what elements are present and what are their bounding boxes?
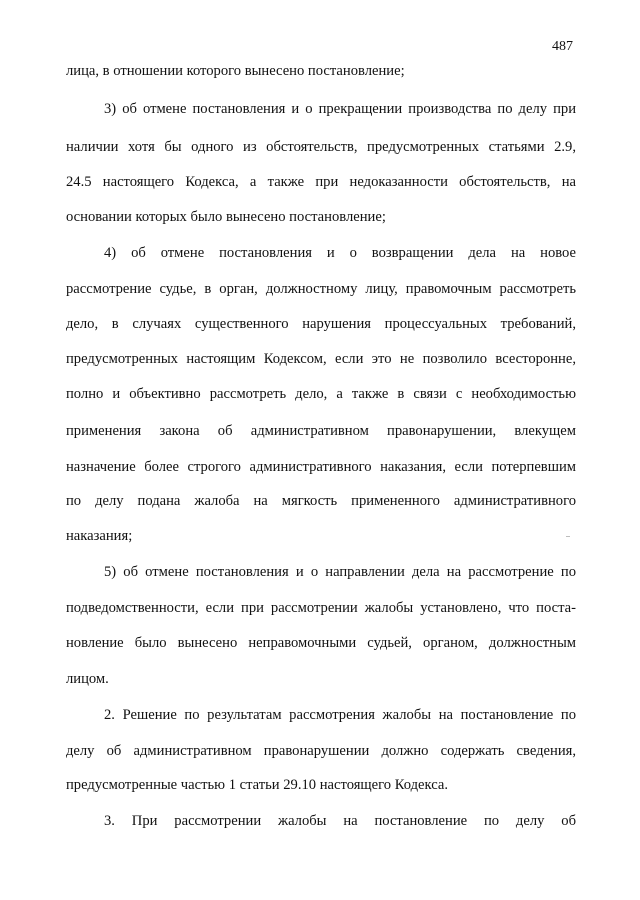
- scan-speck: [566, 536, 570, 537]
- text-line: лицом.: [66, 671, 109, 687]
- text-line: 3) об отмене постановления и о прекращении производства по делу при: [104, 101, 576, 117]
- text-line: делу об административном правонарушении должно содержать сведения,: [66, 743, 576, 759]
- text-line: назначение более строгого административного наказания, если потерпевшим: [66, 459, 576, 475]
- text-line: 5) об отмене постановления и о направлении дела на рассмотрение по: [104, 564, 576, 580]
- text-line: предусмотренных настоящим Кодексом, если это не позволило всесторонне,: [66, 351, 576, 367]
- text-line: 3. При рассмотрении жалобы на постановление по делу об: [104, 813, 576, 829]
- text-line: наличии хотя бы одного из обстоятельств, предусмотренных статьями 2.9,: [66, 139, 576, 155]
- text-line: по делу подана жалоба на мягкость примененного административного: [66, 493, 576, 509]
- text-line: подведомственности, если при рассмотрении жалобы установлено, что поста-: [66, 600, 576, 616]
- text-line: применения закона об административном правонарушении, влекущем: [66, 423, 576, 439]
- text-line: лица, в отношении которого вынесено постановление;: [66, 63, 405, 79]
- text-line: 24.5 настоящего Кодекса, а также при недоказанности обстоятельств, на: [66, 174, 576, 190]
- text-line: основании которых было вынесено постановление;: [66, 209, 386, 225]
- text-line: рассмотрение судье, в орган, должностному лицу, правомочным рассмотреть: [66, 281, 576, 297]
- text-line: 4) об отмене постановления и о возвращении дела на новое: [104, 245, 576, 261]
- page-number: 487: [552, 39, 573, 54]
- text-line: полно и объективно рассмотреть дело, а также в связи с необходимостью: [66, 386, 576, 402]
- text-line: наказания;: [66, 528, 133, 544]
- text-line: дело, в случаях существенного нарушения процессуальных требований,: [66, 316, 576, 332]
- text-line: новление было вынесено неправомочными судьей, органом, должностным: [66, 635, 576, 651]
- text-line: предусмотренные частью 1 статьи 29.10 настоящего Кодекса.: [66, 777, 449, 793]
- text-line: 2. Решение по результатам рассмотрения жалобы на постановление по: [104, 707, 576, 723]
